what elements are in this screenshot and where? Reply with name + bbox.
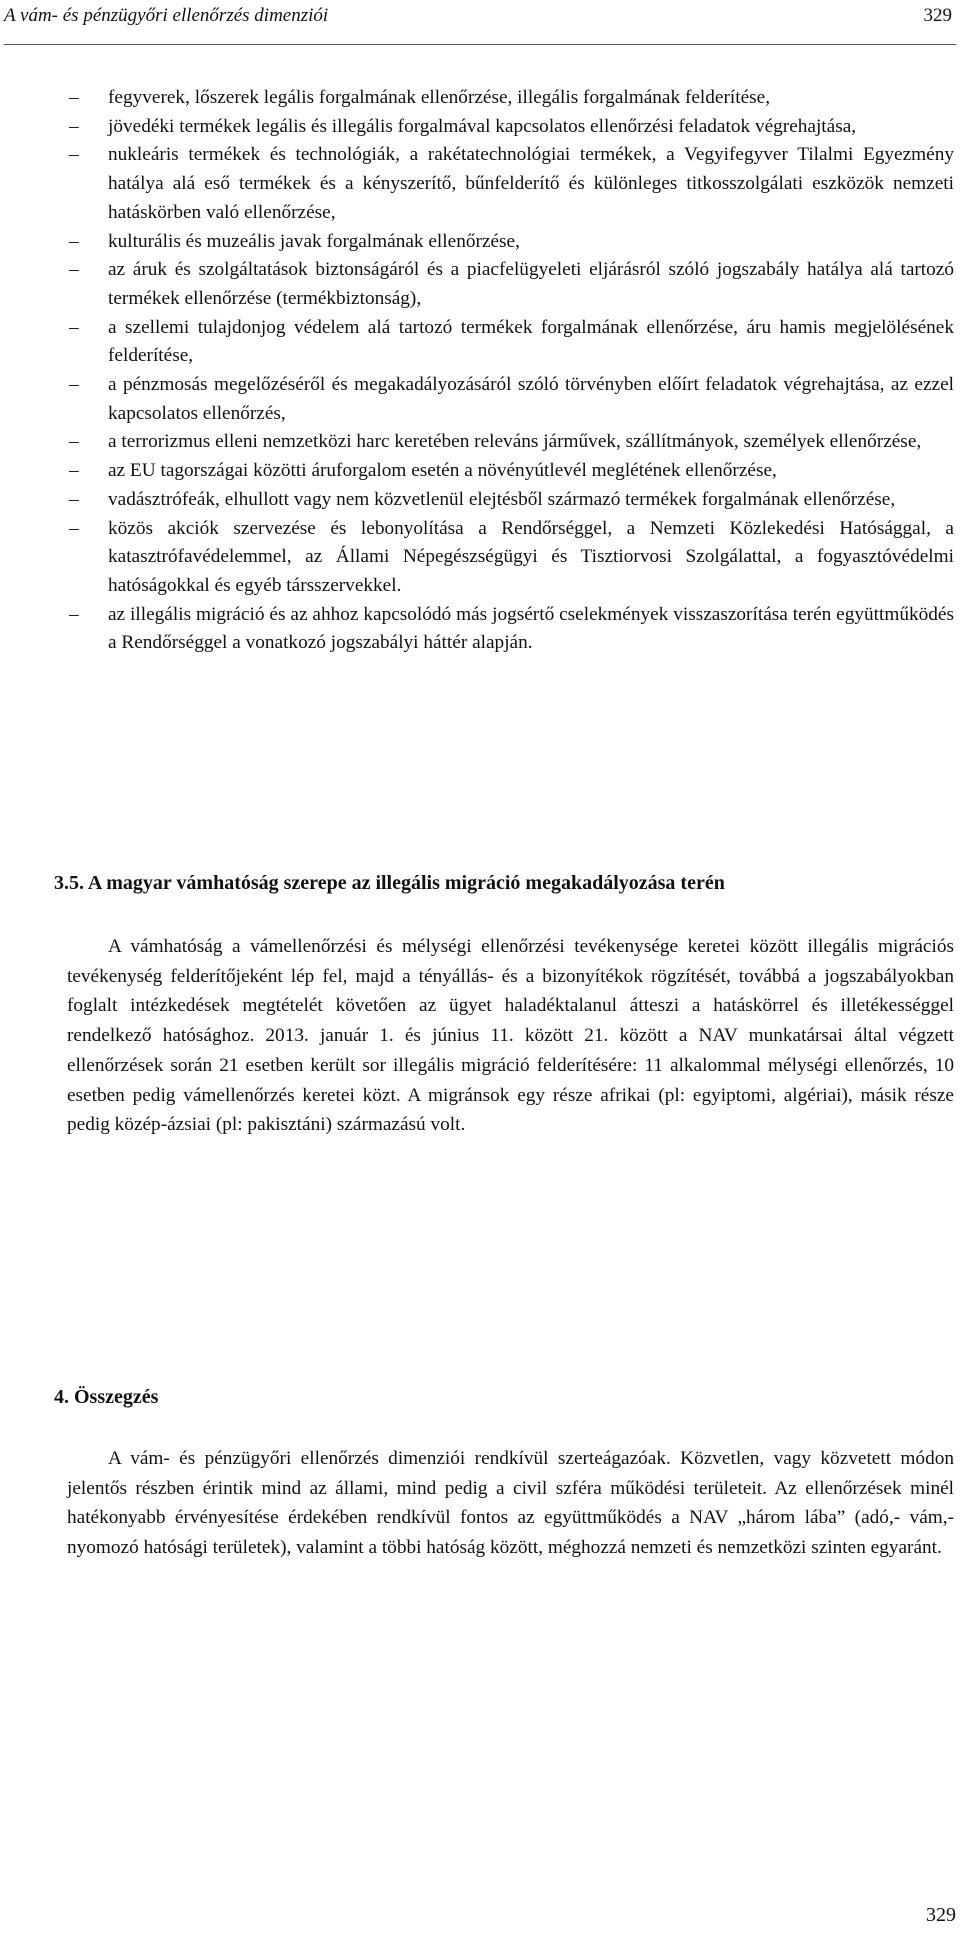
- list-item: [67, 486, 954, 515]
- dash-bullet: –: [69, 374, 79, 396]
- list-item-text: vadásztrófeák, elhullott vagy nem közvetlenül elejtésből származó termékek forgalmának ellenőrzése,: [108, 488, 896, 510]
- list-item-text: a szellemi tulajdonjog védelem alá tartozó termékek forgalmának ellenőrzése, áru hamis megjelölésének felderítése,: [108, 316, 954, 367]
- list-item: [67, 428, 954, 457]
- dash-bullet: –: [69, 115, 79, 137]
- dash-bullet: –: [69, 230, 79, 252]
- section-heading-3-5: 3.5. A magyar vámhatóság szerepe az illegális migráció megakadályozása terén: [54, 872, 725, 894]
- list-item-text: jövedéki termékek legális és illegális forgalmával kapcsolatos ellenőrzési feladatok végrehajtása,: [108, 115, 857, 137]
- footer-page-number: 329: [926, 1904, 956, 1926]
- list-item: [67, 515, 954, 601]
- list-item: [67, 371, 954, 428]
- dash-bullet: –: [69, 488, 79, 510]
- list-item: [67, 84, 954, 113]
- list-item: [67, 601, 954, 658]
- list-item: [67, 314, 954, 371]
- list-item-text: a pénzmosás megelőzéséről és megakadályozásáról szóló törvényben előírt feladatok végrehajtása, az ezzel kapcsolatos ellenőrzés,: [108, 374, 954, 424]
- dash-bullet: –: [69, 87, 79, 108]
- dash-bullet: –: [69, 316, 79, 338]
- dash-bullet: –: [69, 144, 79, 166]
- dash-bullet: –: [69, 603, 79, 625]
- dash-bullet: –: [69, 259, 79, 281]
- section-3-5-paragraph: A vámhatóság a vámellenőrzési és mélységi ellenőrzési tevékenysége keretei között illegális migrációs tevékenység felderítőjeként lép fel, majd a tényállás- és a bizonyítékok rögzítését, továbbá a jogszabályokban foglalt intézkedések megtételét követően az ügyet haladéktalanul átteszi a hatáskörrel és illetékességgel rendelkező hatósághoz. 2013. január 1. és június 11. között 21. között a NAV munkatársai által végzett ellenőrzések során 21 esetben került sor illegális migráció felderítésére: 11 alkalommal mélységi ellenőrzés, 10 esetben pedig vámellenőrzés keretei közt. A migránsok egy része afrikai (pl: egyiptomi, algériai), másik része pedig közép-ázsiai (pl: pakisztáni) származású volt.: [67, 936, 954, 1136]
- dash-bullet: –: [69, 460, 79, 482]
- list-item-text: az áruk és szolgáltatások biztonságáról és a piacfelügyeleti eljárásról szóló jogszabály hatálya alá tartozó termékek ellenőrzése (termékbiztonság),: [108, 259, 954, 309]
- list-item-text: kulturális és muzeális javak forgalmának ellenőrzése,: [108, 230, 520, 252]
- dash-bullet: –: [69, 517, 79, 539]
- list-item-text: az EU tagországai közötti áruforgalom esetén a növényútlevél meglétének ellenőrzése,: [108, 460, 777, 482]
- list-item-text: nukleáris termékek és technológiák, a rakétatechnológiai termékek, a Vegyifegyver Tilalmi Egyezmény hatálya alá eső termékek és a kényszerítő, bűnfelderítő és különleges titkosszolgálati eszközök nemzeti hatáskörben való ellenőrzése,: [108, 144, 954, 223]
- list-item: [67, 141, 954, 227]
- bullet-list: [67, 84, 954, 658]
- main-content: [54, 84, 954, 1559]
- list-item: [67, 113, 954, 142]
- header-title: A vám- és pénzügyőri ellenőrzés dimenziói: [4, 5, 329, 26]
- list-item-text: közös akciók szervezése és lebonyolítása a Rendőrséggel, a Nemzeti Közlekedési Hatósággal, a katasztrófavédelemmel, az Állami Népegészségügyi és Tisztiorvosi Szolgálattal, a fogyasztóvédelmi hatóságokkal és egyéb társszervekkel.: [108, 517, 954, 596]
- header-page-number: 329: [923, 5, 952, 26]
- list-item: [67, 256, 954, 313]
- list-item-text: az illegális migráció és az ahhoz kapcsolódó más jogsértő cselekmények visszaszorítása terén együttműködés a Rendőrséggel a vonatkozó jogszabályi háttér alapján.: [108, 603, 954, 654]
- running-header: [4, 0, 956, 45]
- list-item: [67, 228, 954, 257]
- dash-bullet: –: [69, 431, 79, 453]
- list-item: [67, 457, 954, 486]
- list-item-text: fegyverek, lőszerek legális forgalmának ellenőrzése, illegális forgalmának felderítése,: [108, 87, 771, 108]
- list-item-text: a terrorizmus elleni nemzetközi harc keretében releváns járművek, szállítmányok, személyek ellenőrzése,: [108, 431, 922, 453]
- section-heading-4: 4. Összegzés: [54, 1386, 159, 1408]
- section-4-paragraph: A vám- és pénzügyőri ellenőrzés dimenziói rendkívül szerteágazóak. Közvetlen, vagy közvetett módon jelentős részben érintik mind az állami, mind pedig a civil szféra működési területeit. Az ellenőrzések minél hatékonyabb érvényesítése érdekében rendkívül fontos az együttműködés a NAV „három lába” (adó,- vám,- nyomozó hatósági területek), valamint a többi hatóság között, méghozzá nemzeti és nemzetközi szinten egyaránt.: [67, 1448, 954, 1559]
